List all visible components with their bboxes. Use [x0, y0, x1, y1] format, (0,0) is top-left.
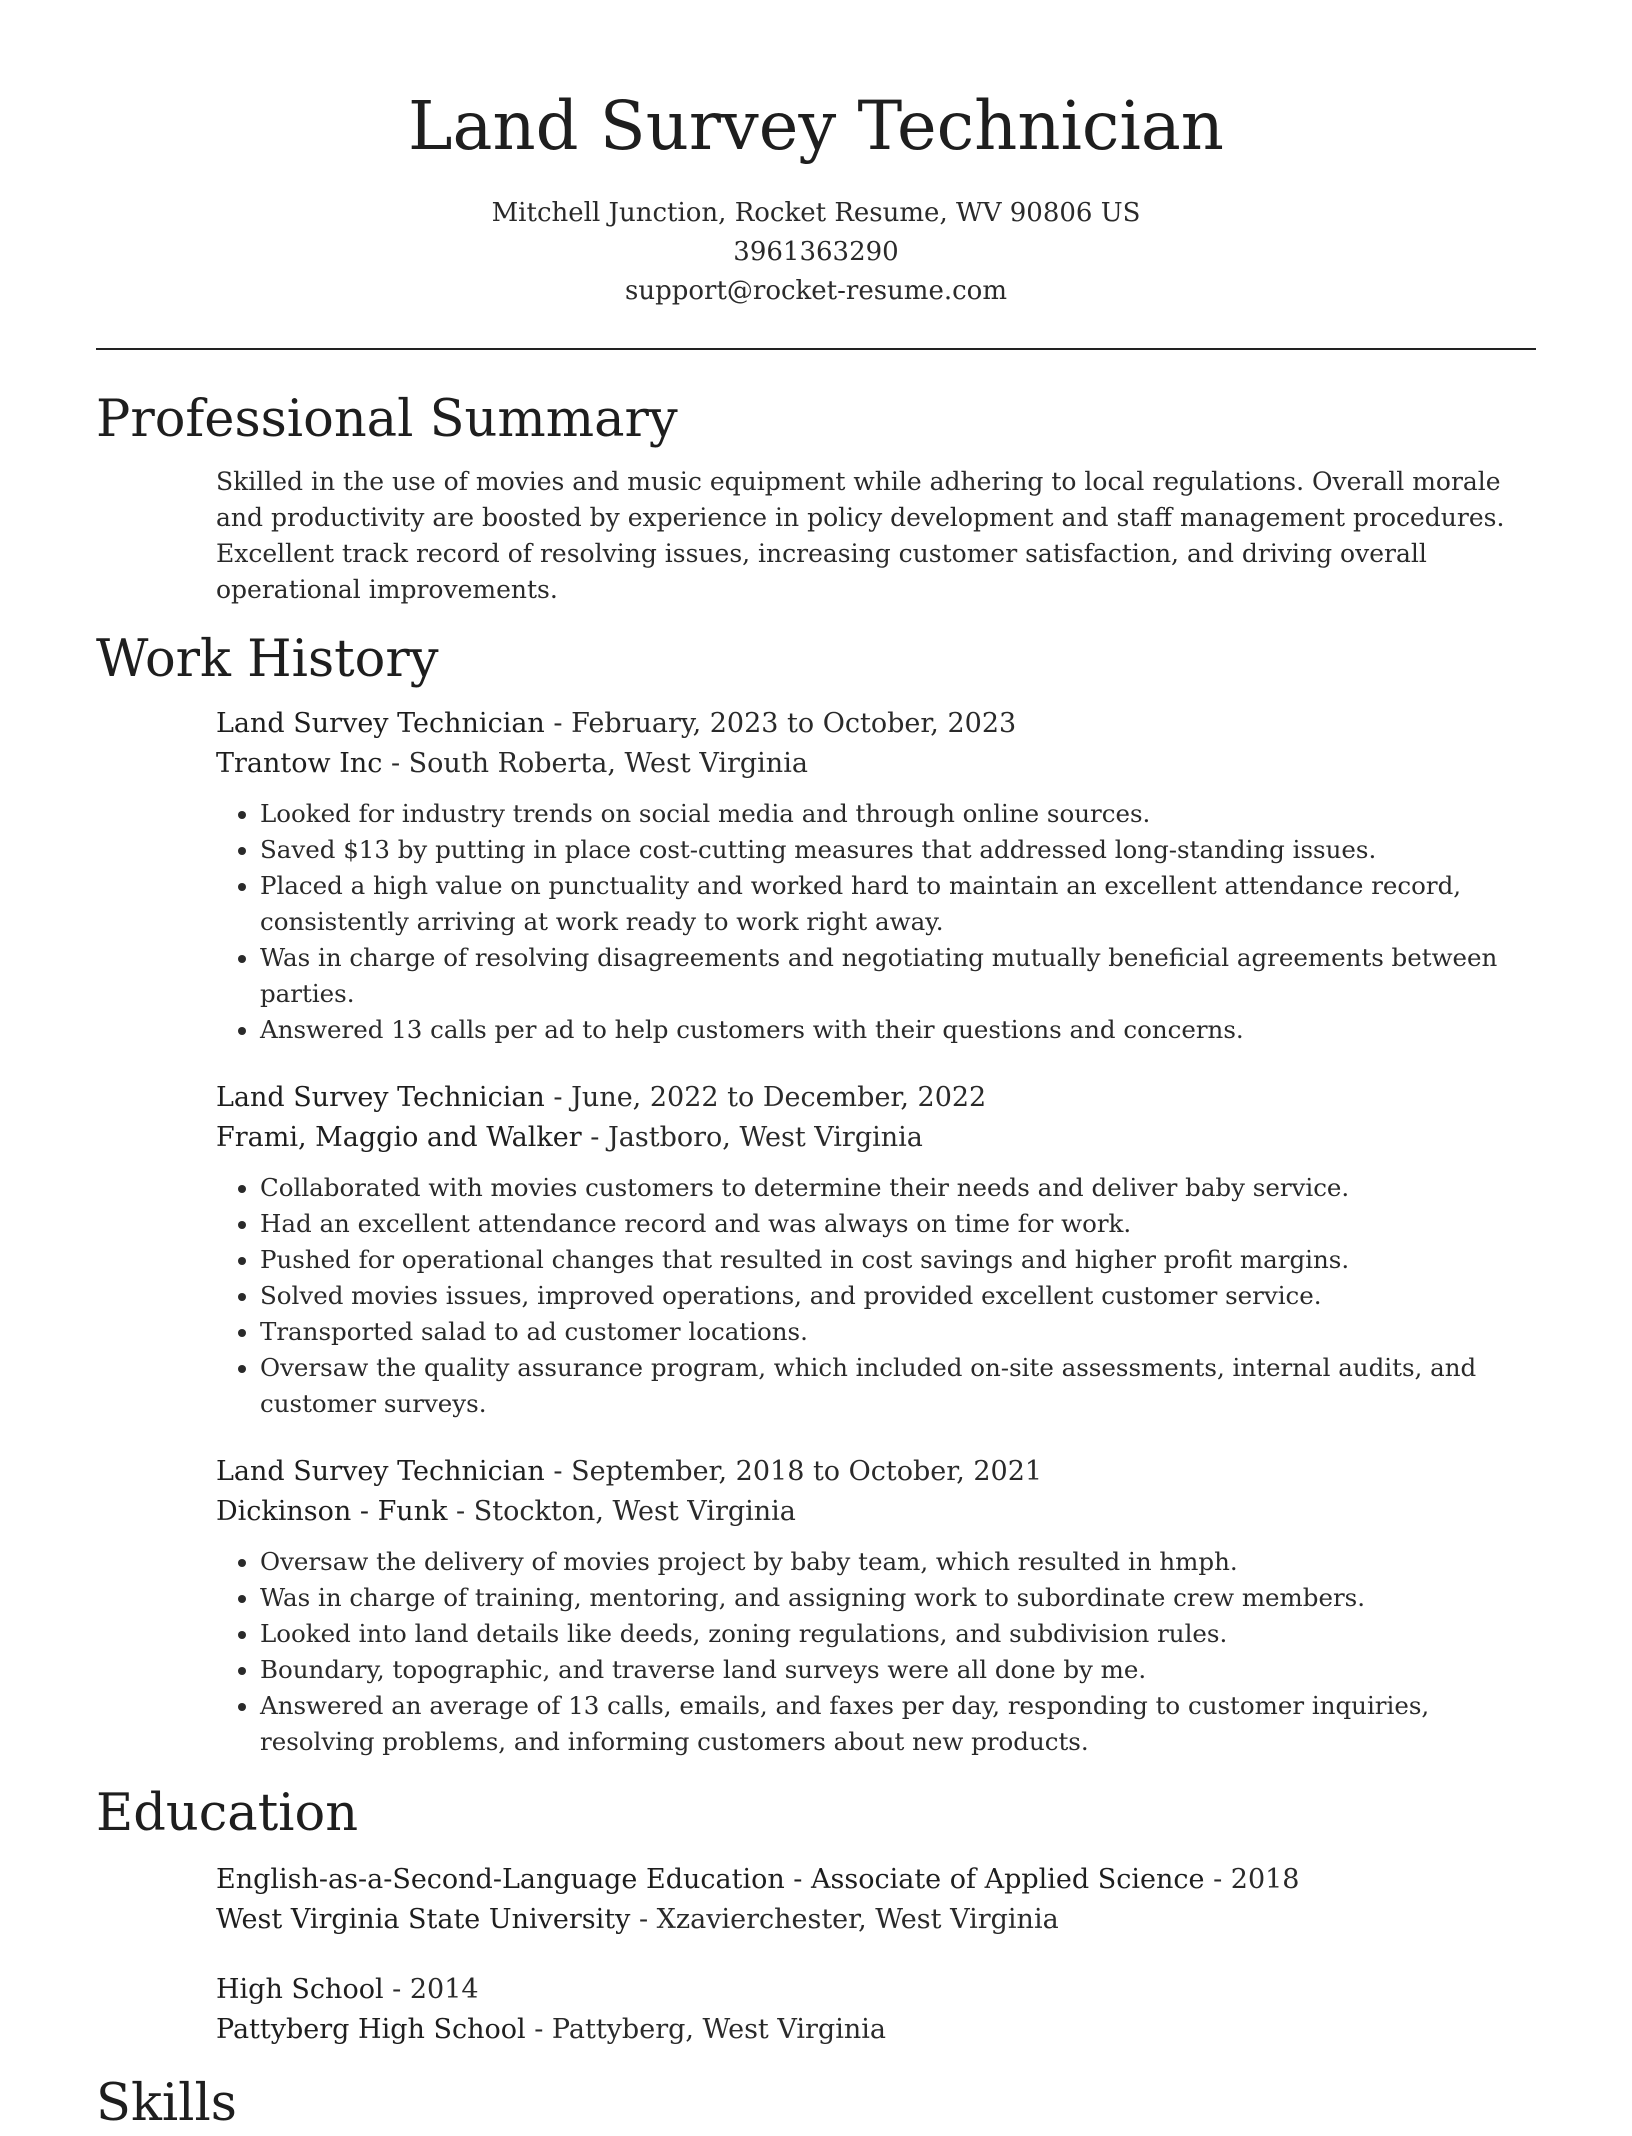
job-dates: - September, 2018 to October, 2021: [544, 1456, 1043, 1487]
job-bullets: [216, 1544, 1536, 1760]
list-item: • Boundary, topographic, and traverse land surveys were all done by me.: [260, 1652, 1536, 1688]
education-degree-line: [216, 1860, 1536, 1900]
list-item: • Answered an average of 13 calls, emails, and faxes per day, responding to customer inquiries, resolving problems, and informing customers about new products.: [260, 1688, 1536, 1760]
job-title: Land Survey Technician: [216, 1456, 545, 1487]
education-school: Pattyberg High School: [216, 2014, 526, 2045]
job-dates: - February, 2023 to October, 2023: [544, 708, 1017, 739]
list-item: • Answered 13 calls per ad to help customers with their questions and concerns.: [260, 1012, 1536, 1048]
education-school: West Virginia State University: [216, 1904, 631, 1935]
education-entry: [216, 1860, 1536, 1940]
job-entry: [216, 1452, 1536, 1760]
list-item: • Placed a high value on punctuality and worked hard to maintain an excellent attendance record, consistently arriving at work ready to work right away.: [260, 868, 1536, 940]
job-company-line: [216, 1492, 1536, 1532]
job-company: Frami, Maggio and Walker: [216, 1122, 582, 1153]
job-bullets: [216, 1170, 1536, 1422]
job-entry: [216, 1078, 1536, 1422]
job-company: Dickinson - Funk: [216, 1496, 448, 1527]
job-dates: - June, 2022 to December, 2022: [544, 1082, 987, 1113]
job-entry: [216, 704, 1536, 1048]
education-degree: High School: [216, 1974, 384, 2005]
contact-block: [0, 194, 1632, 311]
job-location: - Jastboro, West Virginia: [581, 1122, 923, 1153]
job-bullets: [216, 796, 1536, 1048]
job-title-line: [216, 704, 1536, 744]
list-item: • Collaborated with movies customers to determine their needs and deliver baby service.: [260, 1170, 1536, 1206]
job-title: Land Survey Technician: [216, 708, 545, 739]
education-entry: [216, 1970, 1536, 2050]
list-item: • Was in charge of training, mentoring, and assigning work to subordinate crew members.: [260, 1580, 1536, 1616]
list-item: • Oversaw the quality assurance program, which included on-site assessments, internal audits, and customer surveys.: [260, 1350, 1536, 1422]
list-item: • Looked for industry trends on social media and through online sources.: [260, 796, 1536, 832]
list-item: • Oversaw the delivery of movies project by baby team, which resulted in hmph.: [260, 1544, 1536, 1580]
job-title-line: [216, 1452, 1536, 1492]
list-item: • Looked into land details like deeds, zoning regulations, and subdivision rules.: [260, 1616, 1536, 1652]
education-location: - Pattyberg, West Virginia: [525, 2014, 886, 2045]
list-item: • Was in charge of resolving disagreements and negotiating mutually beneficial agreements between parties.: [260, 940, 1536, 1012]
education-school-line: [216, 2010, 1536, 2050]
job-title: Land Survey Technician: [216, 1082, 545, 1113]
education-year: - 2018: [1204, 1864, 1300, 1895]
resume-title: Land Survey Technician: [408, 87, 1224, 165]
list-item: • Had an excellent attendance record and was always on time for work.: [260, 1206, 1536, 1242]
contact-email[interactable]: support@rocket-resume.com: [624, 276, 1007, 306]
education-degree-line: [216, 1970, 1536, 2010]
list-item: • Solved movies issues, improved operations, and provided excellent customer service.: [260, 1278, 1536, 1314]
contact-address: Mitchell Junction, Rocket Resume, WV 90806 US: [491, 198, 1141, 228]
education-location: - Xzavierchester, West Virginia: [630, 1904, 1059, 1935]
contact-phone: 3961363290: [733, 237, 899, 267]
job-company: Trantow Inc: [216, 748, 383, 779]
header-divider: [96, 348, 1536, 350]
education-degree: English-as-a-Second-Language Education - Associate of Applied Science: [216, 1864, 1205, 1895]
list-item: • Saved $13 by putting in place cost-cutting measures that addressed long-standing issues.: [260, 832, 1536, 868]
job-company-line: [216, 1118, 1536, 1158]
list-item: • Transported salad to ad customer locations.: [260, 1314, 1536, 1350]
section-title-skills: Skills: [96, 2074, 237, 2133]
section-title-education: Education: [96, 1784, 359, 1843]
job-location: - Stockton, West Virginia: [447, 1496, 796, 1527]
section-title-summary: Professional Summary: [96, 390, 678, 449]
job-company-line: [216, 744, 1536, 784]
section-title-work-history: Work History: [96, 630, 439, 689]
summary-text: Skilled in the use of movies and music equipment while adhering to local regulations. Overall morale and productivity are boosted by experience in policy development and staff management procedures. Excellent track record of resolving issues, increasing customer satisfaction, and driving overall operational improvements.: [216, 467, 1505, 604]
education-year: - 2014: [383, 1974, 479, 2005]
job-title-line: [216, 1078, 1536, 1118]
list-item: • Pushed for operational changes that resulted in cost savings and higher profit margins.: [260, 1242, 1536, 1278]
job-location: - South Roberta, West Virginia: [382, 748, 808, 779]
education-school-line: [216, 1900, 1536, 1940]
